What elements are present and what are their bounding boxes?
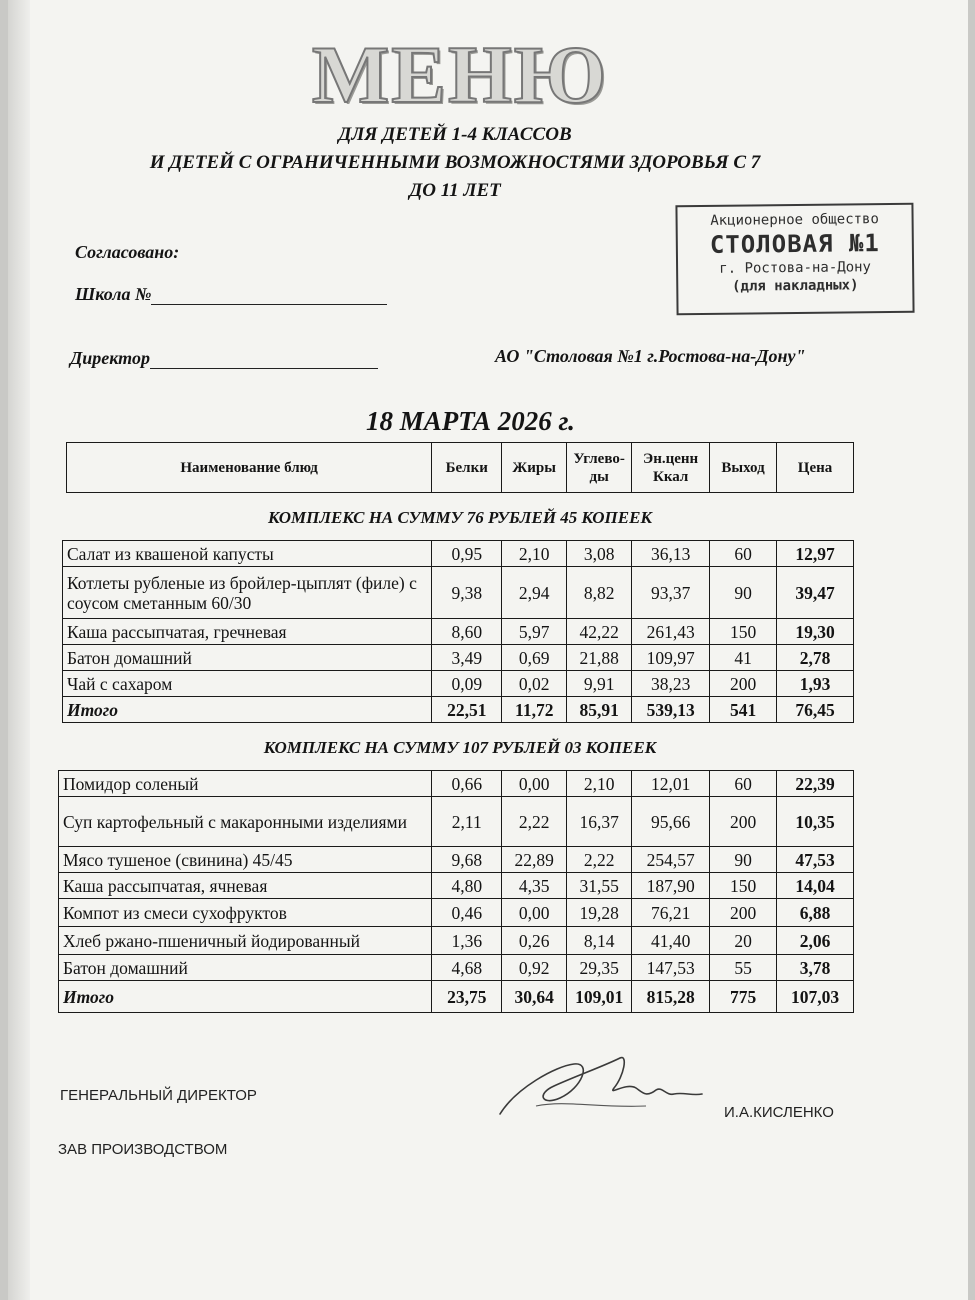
total-carbs: 85,91 (567, 697, 632, 723)
total-protein: 23,75 (432, 981, 502, 1013)
dish-carbs: 29,35 (567, 955, 632, 981)
dish-carbs: 9,91 (567, 671, 632, 697)
dish-price: 47,53 (777, 847, 854, 873)
col-header-energy-line-2: Ккал (652, 468, 689, 485)
total-fat: 30,64 (502, 981, 567, 1013)
dish-fat: 0,02 (502, 671, 567, 697)
dish-carbs: 2,10 (567, 771, 632, 797)
dish-yield: 200 (710, 797, 777, 847)
dish-yield: 90 (710, 847, 777, 873)
dish-protein: 1,36 (432, 927, 502, 955)
dish-name: Компот из смеси сухофруктов (59, 899, 432, 927)
dish-yield: 60 (710, 541, 777, 567)
dish-energy: 261,43 (632, 619, 710, 645)
dish-protein: 2,11 (432, 797, 502, 847)
column-header-table (66, 442, 854, 493)
dish-energy: 187,90 (632, 873, 710, 899)
col-header-price: Цена (777, 443, 854, 493)
total-yield: 541 (710, 697, 777, 723)
dish-price: 39,47 (777, 567, 854, 619)
total-label: Итого (63, 697, 432, 723)
dish-price: 19,30 (777, 619, 854, 645)
dish-name: Салат из квашеной капусты (63, 541, 432, 567)
dish-energy: 147,53 (632, 955, 710, 981)
dish-carbs: 3,08 (567, 541, 632, 567)
signature-icon (496, 1048, 706, 1120)
dish-price: 10,35 (777, 797, 854, 847)
dish-price: 6,88 (777, 899, 854, 927)
dish-energy: 38,23 (632, 671, 710, 697)
dish-protein: 0,95 (432, 541, 502, 567)
complex2-table (58, 770, 854, 1013)
dish-carbs: 16,37 (567, 797, 632, 847)
dish-name: Котлеты рубленые из бройлер-цыплят (филе) с соусом сметанным 60/30 (63, 567, 432, 619)
total-energy: 539,13 (632, 697, 710, 723)
production-head-label: ЗАВ ПРОИЗВОДСТВОМ (58, 1141, 228, 1158)
table-row (59, 847, 854, 873)
dish-price: 22,39 (777, 771, 854, 797)
dish-fat: 5,97 (502, 619, 567, 645)
dish-energy: 41,40 (632, 927, 710, 955)
table-row (59, 955, 854, 981)
table-row (59, 873, 854, 899)
total-label: Итого (59, 981, 432, 1013)
dish-name: Каша рассыпчатая, гречневая (63, 619, 432, 645)
signer-name: И.А.КИСЛЕНКО (724, 1104, 834, 1121)
company-stamp (675, 203, 914, 315)
dish-price: 2,06 (777, 927, 854, 955)
dish-energy: 36,13 (632, 541, 710, 567)
dish-energy: 93,37 (632, 567, 710, 619)
school-field (75, 284, 387, 305)
table-row (59, 771, 854, 797)
stamp-line-3: г. Ростова-на-Дону (719, 259, 872, 277)
total-protein: 22,51 (432, 697, 502, 723)
dish-energy: 109,97 (632, 645, 710, 671)
dish-name: Чай с сахаром (63, 671, 432, 697)
complex2-title: КОМПЛЕКС НА СУММУ 107 РУБЛЕЙ 03 КОПЕЕК (263, 738, 657, 757)
dish-price: 3,78 (777, 955, 854, 981)
dish-name: Хлеб ржано-пшеничный йодированный (59, 927, 432, 955)
col-header-energy (632, 443, 710, 493)
general-director-label: ГЕНЕРАЛЬНЫЙ ДИРЕКТОР (60, 1087, 257, 1104)
dish-name: Каша рассыпчатая, ячневая (59, 873, 432, 899)
dish-protein: 9,68 (432, 847, 502, 873)
table-row (59, 797, 854, 847)
dish-yield: 41 (710, 645, 777, 671)
col-header-name: Наименование блюд (67, 443, 432, 493)
organization-name: АО "Столовая №1 г.Ростова-на-Дону" (495, 346, 806, 366)
director-blank-line (150, 350, 378, 369)
col-header-carbs-line-1: Углево- (573, 450, 625, 467)
dish-fat: 0,92 (502, 955, 567, 981)
dish-yield: 150 (710, 873, 777, 899)
dish-energy: 95,66 (632, 797, 710, 847)
dish-protein: 4,80 (432, 873, 502, 899)
director-label: Директор (70, 348, 150, 368)
col-header-yield: Выход (710, 443, 777, 493)
dish-fat: 0,00 (502, 899, 567, 927)
total-price: 76,45 (777, 697, 854, 723)
dish-protein: 9,38 (432, 567, 502, 619)
dish-name: Суп картофельный с макаронными изделиями (59, 797, 432, 847)
subtitle-line-2: И ДЕТЕЙ С ОГРАНИЧЕННЫМИ ВОЗМОЖНОСТЯМИ ЗДОРОВЬЯ С 7 (149, 152, 761, 173)
dish-carbs: 42,22 (567, 619, 632, 645)
table-row (63, 619, 854, 645)
total-row (59, 981, 854, 1013)
dish-yield: 150 (710, 619, 777, 645)
dish-fat: 0,26 (502, 927, 567, 955)
dish-energy: 12,01 (632, 771, 710, 797)
table-row (63, 645, 854, 671)
table-row (63, 671, 854, 697)
dish-price: 2,78 (777, 645, 854, 671)
col-header-protein: Белки (432, 443, 502, 493)
dish-yield: 55 (710, 955, 777, 981)
dish-price: 12,97 (777, 541, 854, 567)
dish-carbs: 2,22 (567, 847, 632, 873)
table-row (59, 927, 854, 955)
table-row (59, 899, 854, 927)
dish-price: 1,93 (777, 671, 854, 697)
dish-name: Батон домашний (63, 645, 432, 671)
dish-yield: 90 (710, 567, 777, 619)
dish-yield: 200 (710, 671, 777, 697)
dish-fat: 2,94 (502, 567, 567, 619)
dish-fat: 2,10 (502, 541, 567, 567)
total-carbs: 109,01 (567, 981, 632, 1013)
dish-protein: 0,46 (432, 899, 502, 927)
dish-protein: 3,49 (432, 645, 502, 671)
dish-protein: 8,60 (432, 619, 502, 645)
col-header-fat: Жиры (502, 443, 567, 493)
total-fat: 11,72 (502, 697, 567, 723)
table-row (63, 567, 854, 619)
page-title: МЕНЮ (311, 29, 609, 120)
dish-carbs: 19,28 (567, 899, 632, 927)
dish-fat: 0,69 (502, 645, 567, 671)
dish-name: Батон домашний (59, 955, 432, 981)
stamp-line-4: (для накладных) (731, 277, 859, 295)
school-blank-line (151, 286, 387, 305)
dish-protein: 4,68 (432, 955, 502, 981)
stamp-line-1: Акционерное общество (710, 211, 879, 229)
director-field (70, 348, 378, 369)
dish-energy: 76,21 (632, 899, 710, 927)
col-header-carbs-line-2: ды (589, 468, 609, 485)
school-label: Школа № (75, 284, 152, 304)
dish-fat: 4,35 (502, 873, 567, 899)
dish-energy: 254,57 (632, 847, 710, 873)
dish-carbs: 8,82 (567, 567, 632, 619)
total-row (63, 697, 854, 723)
dish-carbs: 8,14 (567, 927, 632, 955)
dish-yield: 20 (710, 927, 777, 955)
dish-fat: 2,22 (502, 797, 567, 847)
table-row (63, 541, 854, 567)
total-price: 107,03 (777, 981, 854, 1013)
stamp-line-2: СТОЛОВАЯ №1 (709, 229, 880, 259)
dish-fat: 0,00 (502, 771, 567, 797)
total-yield: 775 (710, 981, 777, 1013)
complex1-title: КОМПЛЕКС НА СУММУ 76 РУБЛЕЙ 45 КОПЕЕК (268, 508, 652, 527)
col-header-energy-line-1: Эн.ценн (643, 450, 699, 467)
dish-fat: 22,89 (502, 847, 567, 873)
dish-protein: 0,66 (432, 771, 502, 797)
dish-price: 14,04 (777, 873, 854, 899)
menu-date: 18 МАРТА 2026 г. (366, 406, 575, 436)
dish-carbs: 31,55 (567, 873, 632, 899)
agreed-label: Согласовано: (75, 242, 180, 262)
dish-yield: 200 (710, 899, 777, 927)
subtitle-line-3: ДО 11 ЛЕТ (409, 180, 501, 201)
dish-name: Помидор соленый (59, 771, 432, 797)
dish-protein: 0,09 (432, 671, 502, 697)
dish-carbs: 21,88 (567, 645, 632, 671)
col-header-carbs (567, 443, 632, 493)
dish-yield: 60 (710, 771, 777, 797)
complex1-table (62, 540, 854, 723)
dish-name: Мясо тушеное (свинина) 45/45 (59, 847, 432, 873)
total-energy: 815,28 (632, 981, 710, 1013)
subtitle-line-1: ДЛЯ ДЕТЕЙ 1-4 КЛАССОВ (338, 124, 572, 145)
